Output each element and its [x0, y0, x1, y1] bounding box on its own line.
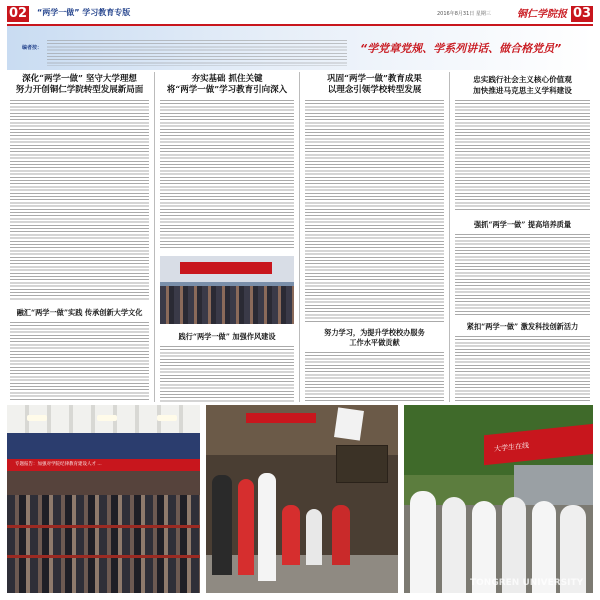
- article-body: [455, 100, 590, 212]
- subarticle-body: [160, 346, 294, 402]
- article-column-2: [157, 72, 297, 402]
- intro-label: 编者按：: [22, 45, 43, 51]
- outdoor-team-photo: [404, 405, 593, 593]
- meeting-photo-small: [160, 256, 294, 324]
- article-column-3: [302, 72, 447, 402]
- article-headline: 忠实践行社会主义核心价值观: [473, 75, 572, 84]
- article-headline-line2: 以理念引领学校转型发展: [327, 85, 422, 95]
- column-divider: [449, 72, 450, 402]
- outdoor-banner: 大学生在线: [484, 423, 593, 466]
- article-column-1: [7, 72, 152, 402]
- meeting-photo: [7, 405, 200, 593]
- subarticle-title: 紧扣“两学一做” 激发科技创新活力: [466, 322, 579, 331]
- page-header: [7, 4, 593, 26]
- village-visit-photo: [206, 405, 398, 593]
- newspaper-name: 铜仁学院报: [517, 9, 567, 20]
- meeting-banner: 专题报告：加强对学院纪律教育建设人才 ...: [7, 459, 200, 471]
- right-page-number: 03: [572, 6, 592, 21]
- article-headline-line2: 努力开创铜仁学院转型发展新局面: [15, 85, 144, 95]
- intro-text-block: [47, 40, 347, 66]
- left-page-title: “两学一做” 学习教育专版: [37, 8, 131, 17]
- subarticle-title-line2: 工作水平做贡献: [349, 338, 400, 347]
- issue-date: 2016年8月31日 星期三: [437, 11, 491, 17]
- subarticle-body: [455, 336, 590, 402]
- column-divider: [154, 72, 155, 402]
- article-body: [160, 100, 294, 250]
- article-headline: 夯实基础 抓住关键: [191, 74, 263, 84]
- article-headline-line2: 将“两学一做”学习教育引向深入: [166, 85, 288, 95]
- subarticle-title: 践行“两学一做” 加强作风建设: [178, 332, 276, 341]
- left-page-number: 02: [8, 6, 28, 21]
- subarticle-title: 努力学习，为提升学校校办服务: [324, 328, 425, 337]
- subarticle-body: [455, 234, 590, 316]
- article-body: [10, 100, 149, 300]
- article-column-4: [452, 72, 593, 402]
- subarticle-body: [305, 352, 444, 402]
- subarticle-title: 强抓“两学一做” 提高培养质量: [473, 220, 572, 229]
- subarticle-body: [10, 322, 149, 402]
- article-headline-line2: 加快推进马克思主义学科建设: [473, 86, 572, 95]
- watermark: TONGREN UNIVERSITY: [470, 578, 584, 588]
- banner-slogan: “学党章党规、学系列讲话、做合格党员”: [360, 42, 562, 55]
- article-body: [305, 100, 444, 322]
- article-headline: 深化“两学一做” 坚守大学理想: [22, 74, 137, 84]
- subarticle-title: 融汇“两学一做”实践 传承创新大学文化: [16, 308, 143, 317]
- column-divider: [299, 72, 300, 402]
- article-headline: 巩固“两学一做”教育成果: [327, 74, 422, 84]
